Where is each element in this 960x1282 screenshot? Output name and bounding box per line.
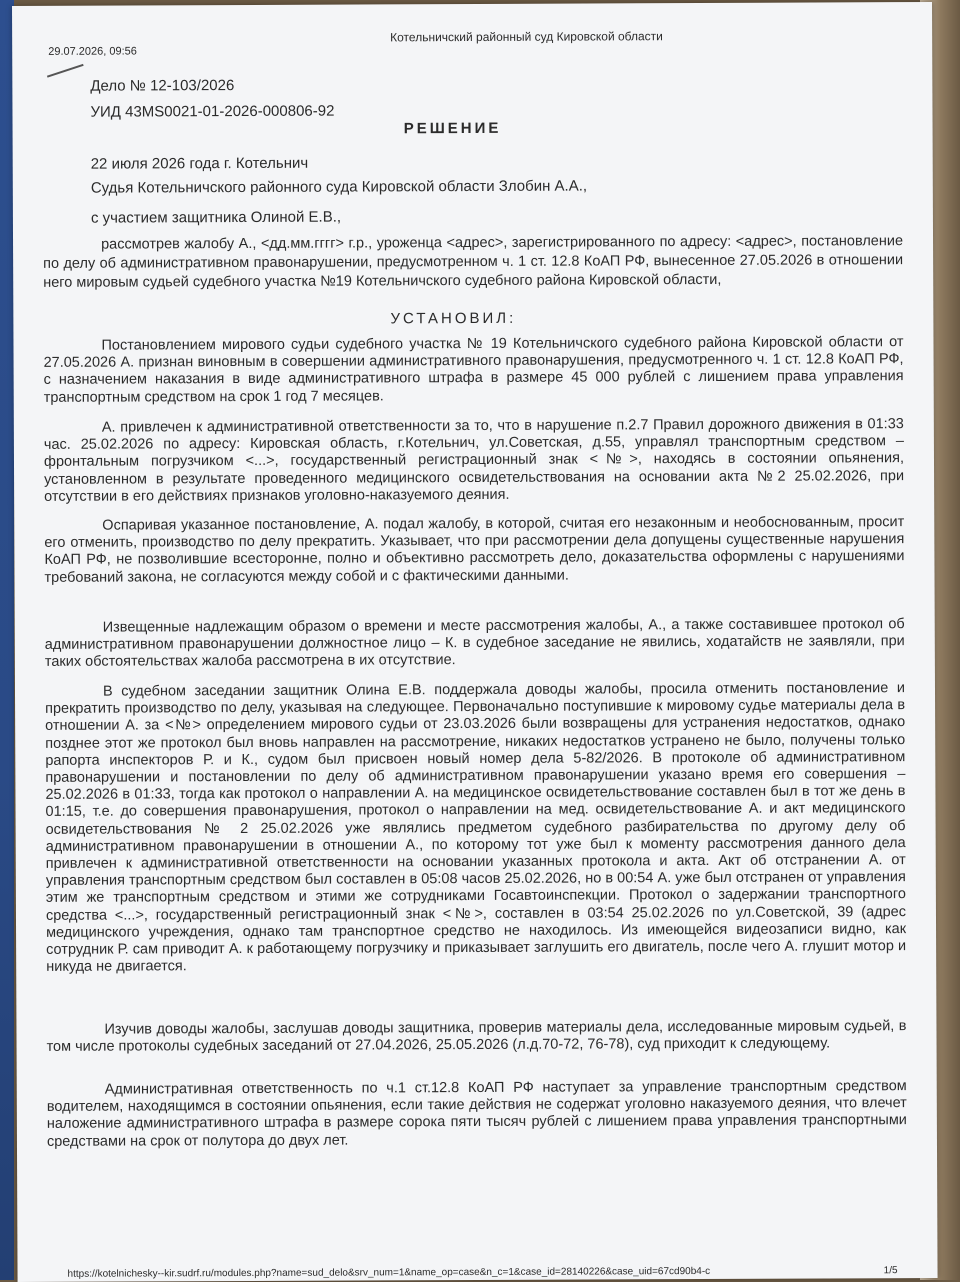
case-uid: УИД 43MS0021-01-2026-000806-92	[90, 102, 335, 121]
print-datetime: 29.07.2026, 09:56	[48, 45, 137, 58]
case-number: Дело № 12-103/2026	[90, 77, 235, 95]
footer-url: https://kotelnichesky--kir.sudrf.ru/modules.php?name=sud_delo&srv_num=1&name_op=case&n_c=1&case_id=28140226&case_uid=67cd90b4-c	[67, 1265, 711, 1280]
paragraph-1: Постановлением мирового судьи судебного участка № 19 Котельничского судебного района Кировской области от 27.05.2026 А. признан виновным в совершении административного правонарушения, предусмотренного ч. 1 ст. 12.8 КоАП РФ, с назначением наказания в виде административного штрафа в размере 45 000 рублей с лишением права управления транспортным средством на срок 1 год 7 месяцев.	[43, 334, 904, 406]
paragraph-5: В судебном заседании защитник Олина Е.В. поддержала доводы жалобы, просила отменить постановление и прекратить производство по делу, указывая на следующее. Первоначально поступившие к мировому судье материалы дела в отношении А. за <№> определением мирового судьи от 23.03.2026 были возвращены для устранения недостатков, однако позднее этот же протокол был вновь направлен на рассмотрение, никаких недостатков устранено не было, получены только рапорта инспекторов Р. и К., судом был присвоен новый номер дела 5-82/2026. В протоколе об административном правонарушении и постановлении по делу об административном правонарушении указано время его совершения – 25.02.2026 в 01:33, тогда как протокол о направлении А. на медицинское освидетельствование составлен был в тот же день в 01:15, т.е. до совершения правонарушения, протокол о направлении на мед. освидетельствование А. и акт медицинского освидетельствования № 2 25.02.2026 уже являлись предметом судебного разбирательства по другому делу об административном правонарушении в отношении А., по которому тот уже был к моменту рассмотрения данного дела привлечен к административной ответственности на основании указанных протокола и акта. Акт об отстранении А. от управления транспортным средством был составлен в 05:08 часов 25.02.2026, но в 00:54 А. уже был отстранен от управления этим же транспортным средством и этими же сотрудниками Госавтоинспекции. Протокол о задержании транспортного средства <...>, государственный регистрационный знак <№>, составлен в 03:54 25.02.2026 по ул.Советской, 39 (адрес медицинского учреждения, однако там транспортное средство не находилось. Из имеющейся видеозаписи видно, как сотрудник Р. сам приводит А. к работающему погрузчику и приказывает заглушить его двигатель, после чего А. глушит мотор и никуда не двигается.	[45, 680, 907, 976]
document-title: РЕШЕНИЕ	[403, 119, 502, 138]
paragraph-4: Извещенные надлежащим образом о времени и месте рассмотрения жалобы, А., а также составившее протокол об административном правонарушении должностное лицо – К. в судебное заседание не явились, ходатайств не заявляли, при таких обстоятельствах жалоба рассмотрена в их отсутствие.	[44, 616, 905, 671]
judge-line: Судья Котельничского районного суда Кировской области Злобин А.А.,	[90, 177, 588, 197]
paragraph-3: Оспаривая указанное постановление, А. подал жалобу, в которой, считая его незаконным и необоснованным, просит его отменить, производство по делу прекратить. Указывает, что при рассмотрении дела допущены существенные нарушения КоАП РФ, не позволившие всесторонне, полно и объективно рассмотреть дело, доказательства оформлены с нарушениями требований закона, не согласуются между собой и с фактическими данными.	[44, 514, 905, 586]
paragraph-6: Изучив доводы жалобы, заслушав доводы защитника, проверив материалы дела, исследованные мировым судьей, в том числе протоколы судебных заседаний от 27.04.2026, 25.05.2026 (л.д.70-72, 76-78), суд приходит к следующему.	[46, 1018, 907, 1056]
pen-mark	[47, 64, 84, 78]
section-title: УСТАНОВИЛ:	[390, 309, 517, 328]
defender-line: с участием защитника Олиной Е.В.,	[90, 208, 342, 227]
considered-paragraph: рассмотрев жалобу А., <дд.мм.гггг> г.р., уроженца <адрес>, зарегистрированного по адресу: <адрес>, постановление по делу об административном правонарушении, предусмотренном ч. 1 ст. 12.8 КоАП РФ, вынесенное 27.05.2026 в отношении него мировым судьей судебного участка №19 Котельничского судебного района Кировской области,	[43, 233, 904, 291]
date-place: 22 июля 2026 года г. Котельнич	[90, 154, 309, 173]
document-page	[12, 2, 938, 1282]
paragraph-7: Административная ответственность по ч.1 ст.12.8 КоАП РФ наступает за управление транспортным средством водителем, находящимся в состоянии опьянения, если такие действия не содержат уголовно наказуемого деяния, что влечет наложение административного штрафа в размере сорока пяти тысяч рублей с лишением права управления транспортными средствами на срок от полутора до двух лет.	[46, 1078, 907, 1150]
page-number: 1/5	[883, 1265, 898, 1277]
court-header: Котельничский районный суд Кировской области	[390, 29, 663, 45]
paragraph-2: А. привлечен к административной ответственности за то, что в нарушение п.2.7 Правил дорожного движения в 01:33 час. 25.02.2026 по адресу: Кировская область, г.Котельнич, ул.Советская, д.55, управлял транспортным средством – фронтальным погрузчиком <...>, государственный регистрационный знак <№>, находясь в состоянии опьянения, установленном в результате проведенного медицинского освидетельствования на основании акта №2 25.02.2026, при отсутствии в его действиях признаков уголовно-наказуемого деяния.	[43, 416, 905, 505]
